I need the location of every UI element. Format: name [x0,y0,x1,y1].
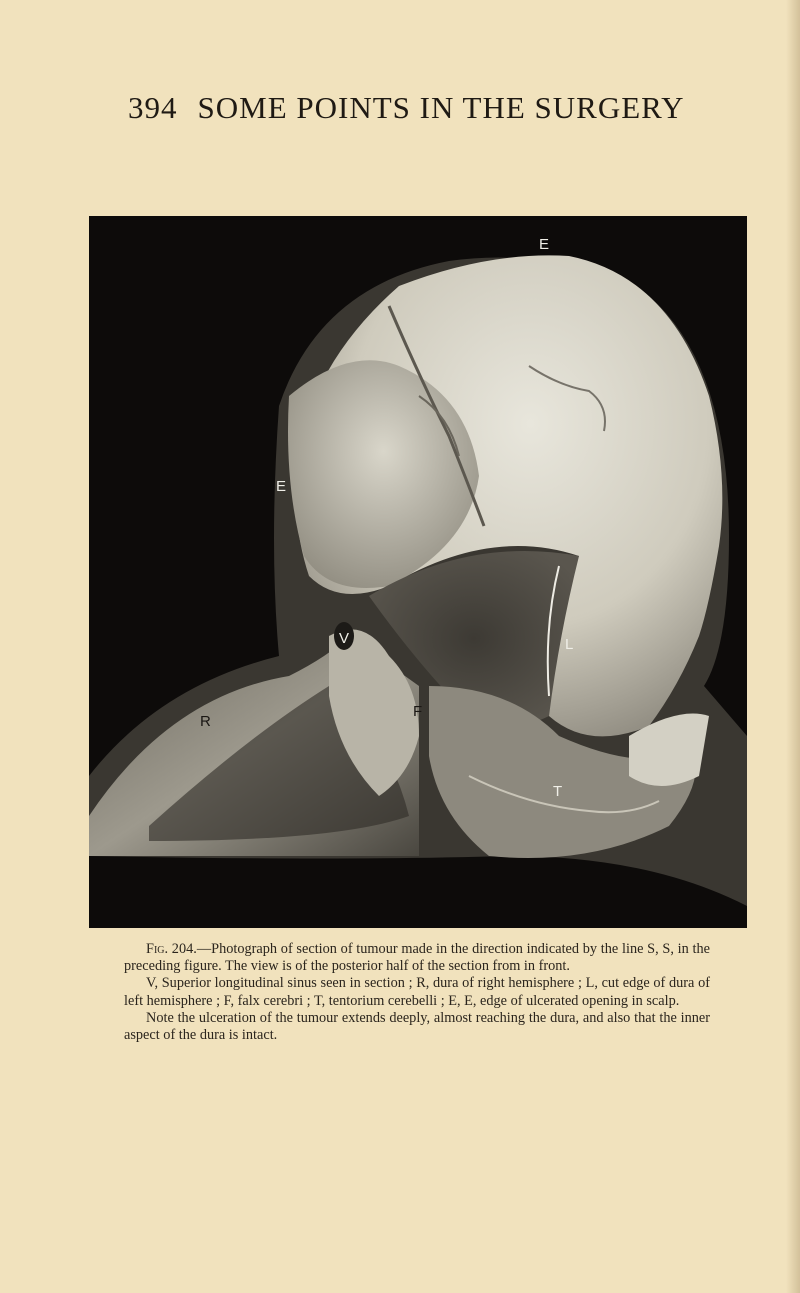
label-l: L [565,636,574,653]
figure-caption [124,941,710,1044]
page-number: 394 [128,90,178,125]
label-r: R [200,713,211,730]
specimen-illustration [89,216,747,928]
label-v: V [339,630,350,647]
label-e-top: E [539,236,550,253]
page-edge-shadow [786,0,800,1293]
caption-paragraph-3: Note the ulceration of the tumour extends deeply, almost reaching the dura, and also that the inner aspect of the dura is intact. [124,1009,710,1044]
figure-number: Fig. 204. [146,941,197,957]
caption-paragraph-1 [124,941,710,975]
label-t: T [553,783,563,800]
label-f: F [413,703,423,720]
page-title: SOME POINTS IN THE SURGERY [197,90,685,125]
running-head [128,90,728,126]
specimen-photograph [89,216,747,928]
caption-description: —Photograph of section of tumour made in the direction indicated by the line S, S, in the preceding figure. The view is of the posterior half of the section from in front. [124,941,711,975]
label-e-left: E [276,478,287,495]
caption-paragraph-2: V, Superior longitudinal sinus seen in section ; R, dura of right hemisphere ; L, cut edge of dura of left hemisphere ; F, falx cerebri ; T, tentorium cerebelli ; E, E, edge of ulcerated opening in scalp. [124,975,710,1009]
